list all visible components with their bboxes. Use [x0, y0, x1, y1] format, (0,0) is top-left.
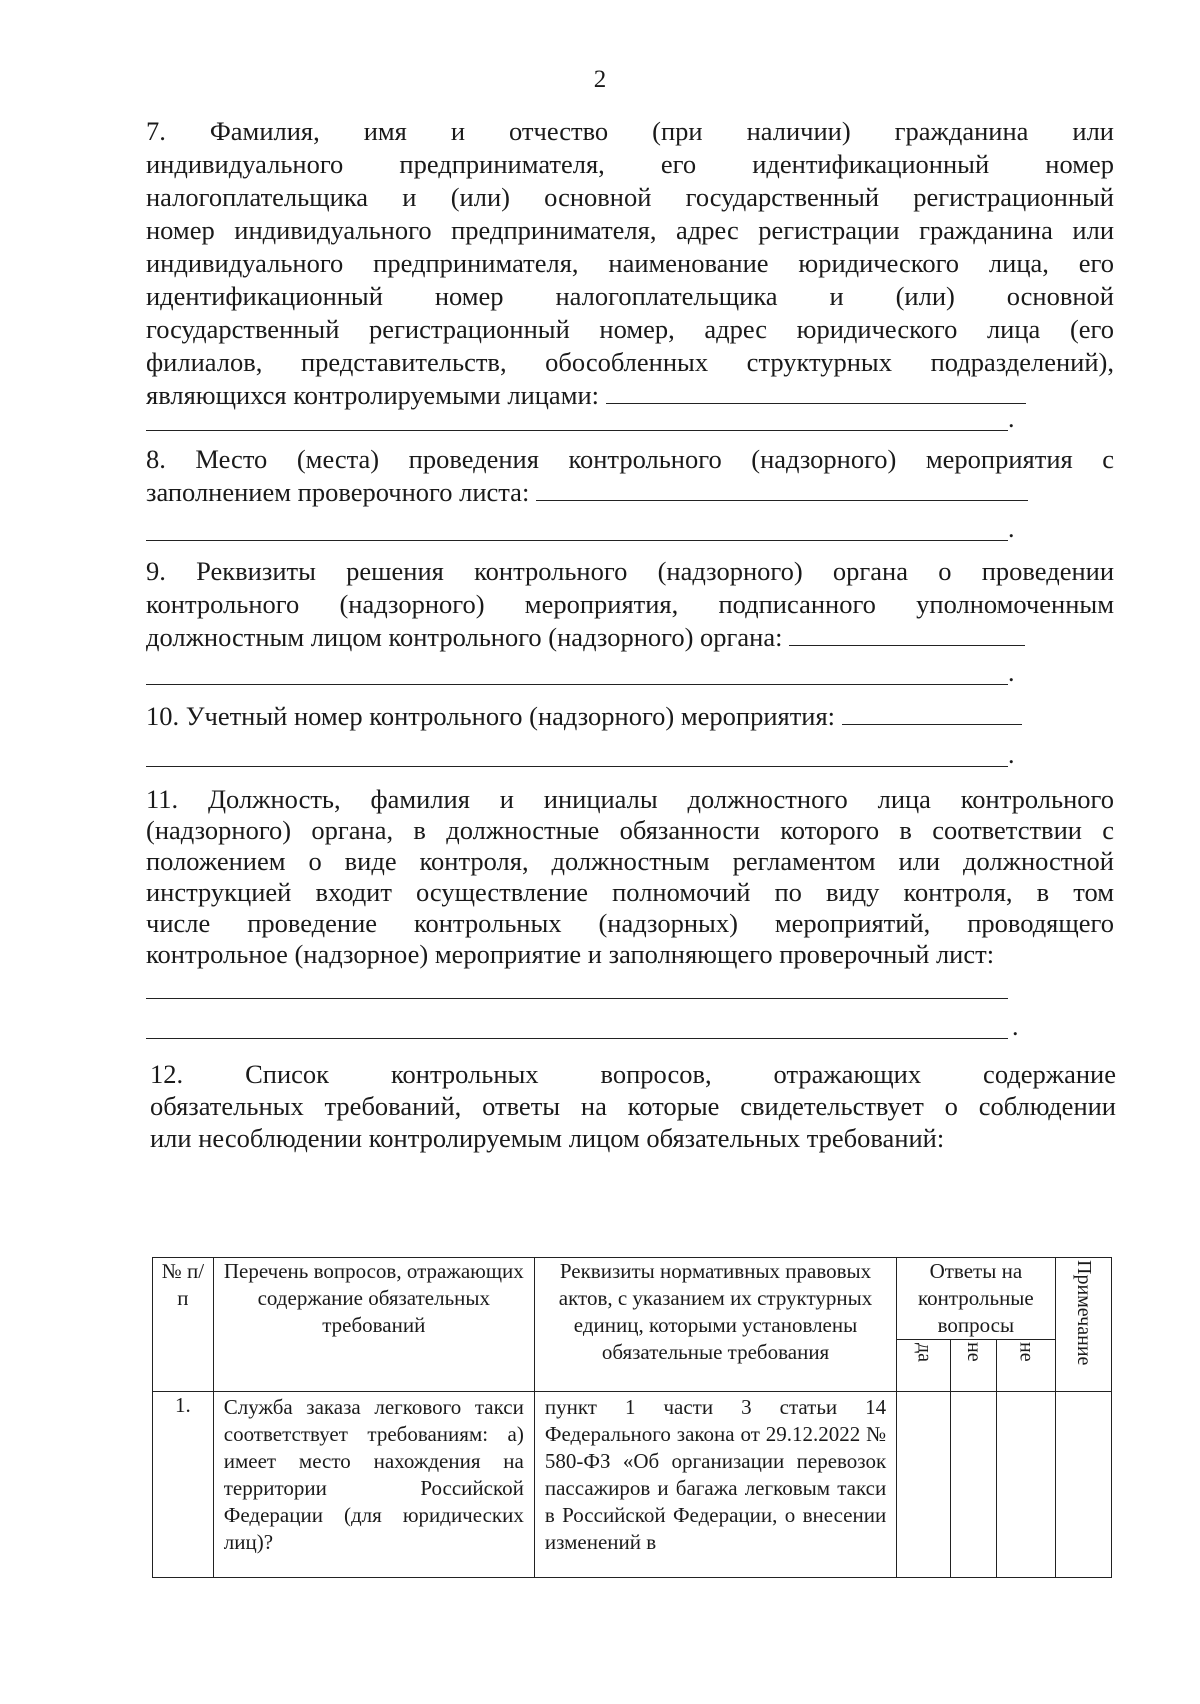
table-row: [153, 1392, 1112, 1578]
item-11: [146, 784, 1114, 970]
header-questions: Перечень вопросов, отражающих содержание обязательных требований: [213, 1258, 534, 1392]
line-end-dot: .: [1008, 658, 1015, 687]
fill-line[interactable]: [146, 684, 1008, 685]
answer-yes-cell[interactable]: [897, 1392, 951, 1578]
item-11-line: контрольное (надзорное) мероприятие и заполняющего проверочный лист:: [146, 939, 995, 969]
note-cell[interactable]: [1055, 1392, 1111, 1578]
item-7-line: индивидуального предпринимателя, его идентификационный номер: [146, 149, 1114, 179]
page-number: 2: [593, 66, 607, 93]
fill-line[interactable]: [789, 644, 1025, 646]
fill-line[interactable]: [146, 1038, 1008, 1039]
line-end-dot: .: [1012, 1012, 1019, 1041]
header-note-cell: [1055, 1258, 1111, 1392]
header-requisites: Реквизиты нормативных правовых актов, с указанием их структурных единиц, которыми установлены обязательные требования: [534, 1258, 896, 1392]
header-yes: да: [913, 1342, 936, 1362]
item-9-line: должностным лицом контрольного (надзорного) органа:: [146, 622, 783, 652]
header-na-cell: [996, 1340, 1055, 1392]
item-7-line: налогоплательщика и (или) основной государственный регистрационный: [146, 182, 1114, 212]
item-10-line: 10. Учетный номер контрольного (надзорного) мероприятия:: [146, 701, 836, 731]
fill-line[interactable]: [606, 402, 1026, 404]
table-header-row: [153, 1258, 1112, 1340]
item-11-line: положением о виде контроля, должностным регламентом или должностной: [146, 846, 1114, 876]
fill-line[interactable]: [146, 430, 1008, 431]
item-12-line: 12. Список контрольных вопросов, отражающих содержание: [150, 1059, 1116, 1089]
answer-na-cell[interactable]: [996, 1392, 1055, 1578]
item-11-line: инструкцией входит осуществление полномочий по виду контроля, в том: [146, 877, 1114, 907]
header-na: не: [1015, 1342, 1038, 1362]
header-no-cell: [951, 1340, 997, 1392]
line-end-dot: .: [1008, 514, 1015, 543]
item-10: [146, 700, 1114, 733]
fill-line[interactable]: [842, 723, 1022, 725]
header-answers: Ответы на контрольные вопросы: [897, 1258, 1055, 1340]
item-7-line: государственный регистрационный номер, адрес юридического лица (его: [146, 314, 1114, 344]
row-num: 1.: [153, 1392, 214, 1578]
item-12: [150, 1058, 1116, 1154]
item-7-line: номер индивидуального предпринимателя, адрес регистрации гражданина или: [146, 215, 1114, 245]
item-9: [146, 555, 1114, 654]
item-8-line: заполнением проверочного листа:: [146, 477, 530, 507]
header-note: Примечание: [1072, 1260, 1095, 1366]
line-end-dot: .: [1008, 740, 1015, 769]
item-9-line: контрольного (надзорного) мероприятия, подписанного уполномоченным: [146, 589, 1114, 619]
header-no: не: [963, 1342, 986, 1362]
line-end-dot: .: [1008, 404, 1015, 433]
answer-no-cell[interactable]: [951, 1392, 997, 1578]
header-yes-cell: [897, 1340, 951, 1392]
item-11-line: числе проведение контрольных (надзорных) мероприятий, проводящего: [146, 908, 1114, 938]
item-7: [146, 115, 1114, 412]
item-7-line: идентификационный номер налогоплательщика и (или) основной: [146, 281, 1114, 311]
row-requisites: пункт 1 части 3 статьи 14 Федерального закона от 29.12.2022 № 580-ФЗ «Об организации перевозок пассажиров и багажа легковым такси в Российской Федерации, о внесении изменений в: [534, 1392, 896, 1578]
item-8-line: 8. Место (места) проведения контрольного (надзорного) мероприятия с: [146, 444, 1114, 474]
item-12-line: или несоблюдении контролируемым лицом обязательных требований:: [150, 1123, 945, 1153]
item-8: [146, 443, 1114, 509]
checklist-table: [152, 1257, 1112, 1578]
item-7-line: 7. Фамилия, имя и отчество (при наличии) гражданина или: [146, 116, 1114, 146]
item-7-line: являющихся контролируемыми лицами:: [146, 380, 600, 410]
row-question: Служба заказа легкового такси соответствует требованиям: а) имеет место нахождения на территории Российской Федерации (для юридических лиц)?: [213, 1392, 534, 1578]
item-11-line: (надзорного) органа, в должностные обязанности которого в соответствии с: [146, 815, 1114, 845]
item-9-line: 9. Реквизиты решения контрольного (надзорного) органа о проведении: [146, 556, 1114, 586]
fill-line[interactable]: [146, 766, 1008, 767]
item-7-line: филиалов, представительств, обособленных структурных подразделений),: [146, 347, 1114, 377]
fill-line[interactable]: [146, 540, 1008, 541]
item-12-line: обязательных требований, ответы на которые свидетельствует о соблюдении: [150, 1091, 1116, 1121]
fill-line[interactable]: [536, 499, 1028, 501]
header-num: № п/п: [153, 1258, 214, 1392]
fill-line[interactable]: [146, 998, 1008, 999]
item-7-line: индивидуального предпринимателя, наименование юридического лица, его: [146, 248, 1114, 278]
item-11-line: 11. Должность, фамилия и инициалы должностного лица контрольного: [146, 784, 1114, 814]
